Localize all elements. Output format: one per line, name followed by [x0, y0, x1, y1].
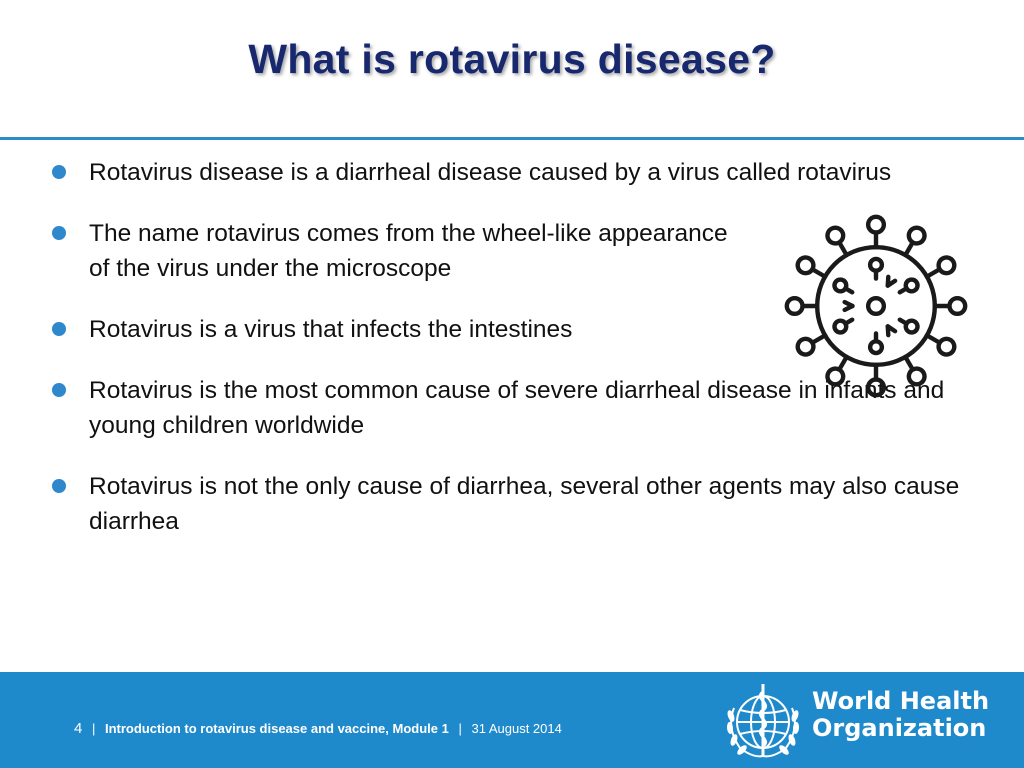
bullet-dot-icon [52, 165, 66, 179]
who-emblem-icon [718, 678, 808, 762]
module-title: Introduction to rotavirus disease and vaccine, Module 1 [104, 721, 449, 736]
bullet-text: The name rotavirus comes from the wheel-like appearance of the virus under the microscope [89, 220, 728, 282]
footer-separator: | [458, 721, 462, 736]
bullet-dot-icon [52, 322, 66, 336]
slide-title: What is rotavirus disease? [248, 36, 776, 82]
bullet-item [52, 469, 969, 539]
bullet-item [52, 155, 969, 190]
bullet-text: Rotavirus disease is a diarrheal disease caused by a virus called rotavirus [89, 159, 892, 186]
footer-separator: | [91, 721, 96, 736]
virus-icon [778, 208, 974, 404]
bullet-text: Rotavirus is a virus that infects the intestines [89, 316, 573, 343]
bullet-dot-icon [52, 226, 66, 240]
who-wordmark [812, 688, 989, 742]
bullet-dot-icon [52, 479, 66, 493]
bullet-text: Rotavirus is not the only cause of diarrhea, several other agents may also cause diarrhea [89, 473, 960, 535]
bullet-text: Rotavirus is the most common cause of severe diarrheal disease in infants and young children worldwide [89, 377, 945, 439]
bullet-dot-icon [52, 383, 66, 397]
footer-caption [74, 720, 562, 737]
who-wordmark-line1: World Health [812, 687, 990, 715]
who-wordmark-line2: Organization [812, 714, 987, 742]
footer-date: 31 August 2014 [471, 721, 562, 736]
bullet-item [52, 216, 729, 286]
title-divider [0, 137, 1024, 140]
page-number: 4 [74, 720, 83, 737]
